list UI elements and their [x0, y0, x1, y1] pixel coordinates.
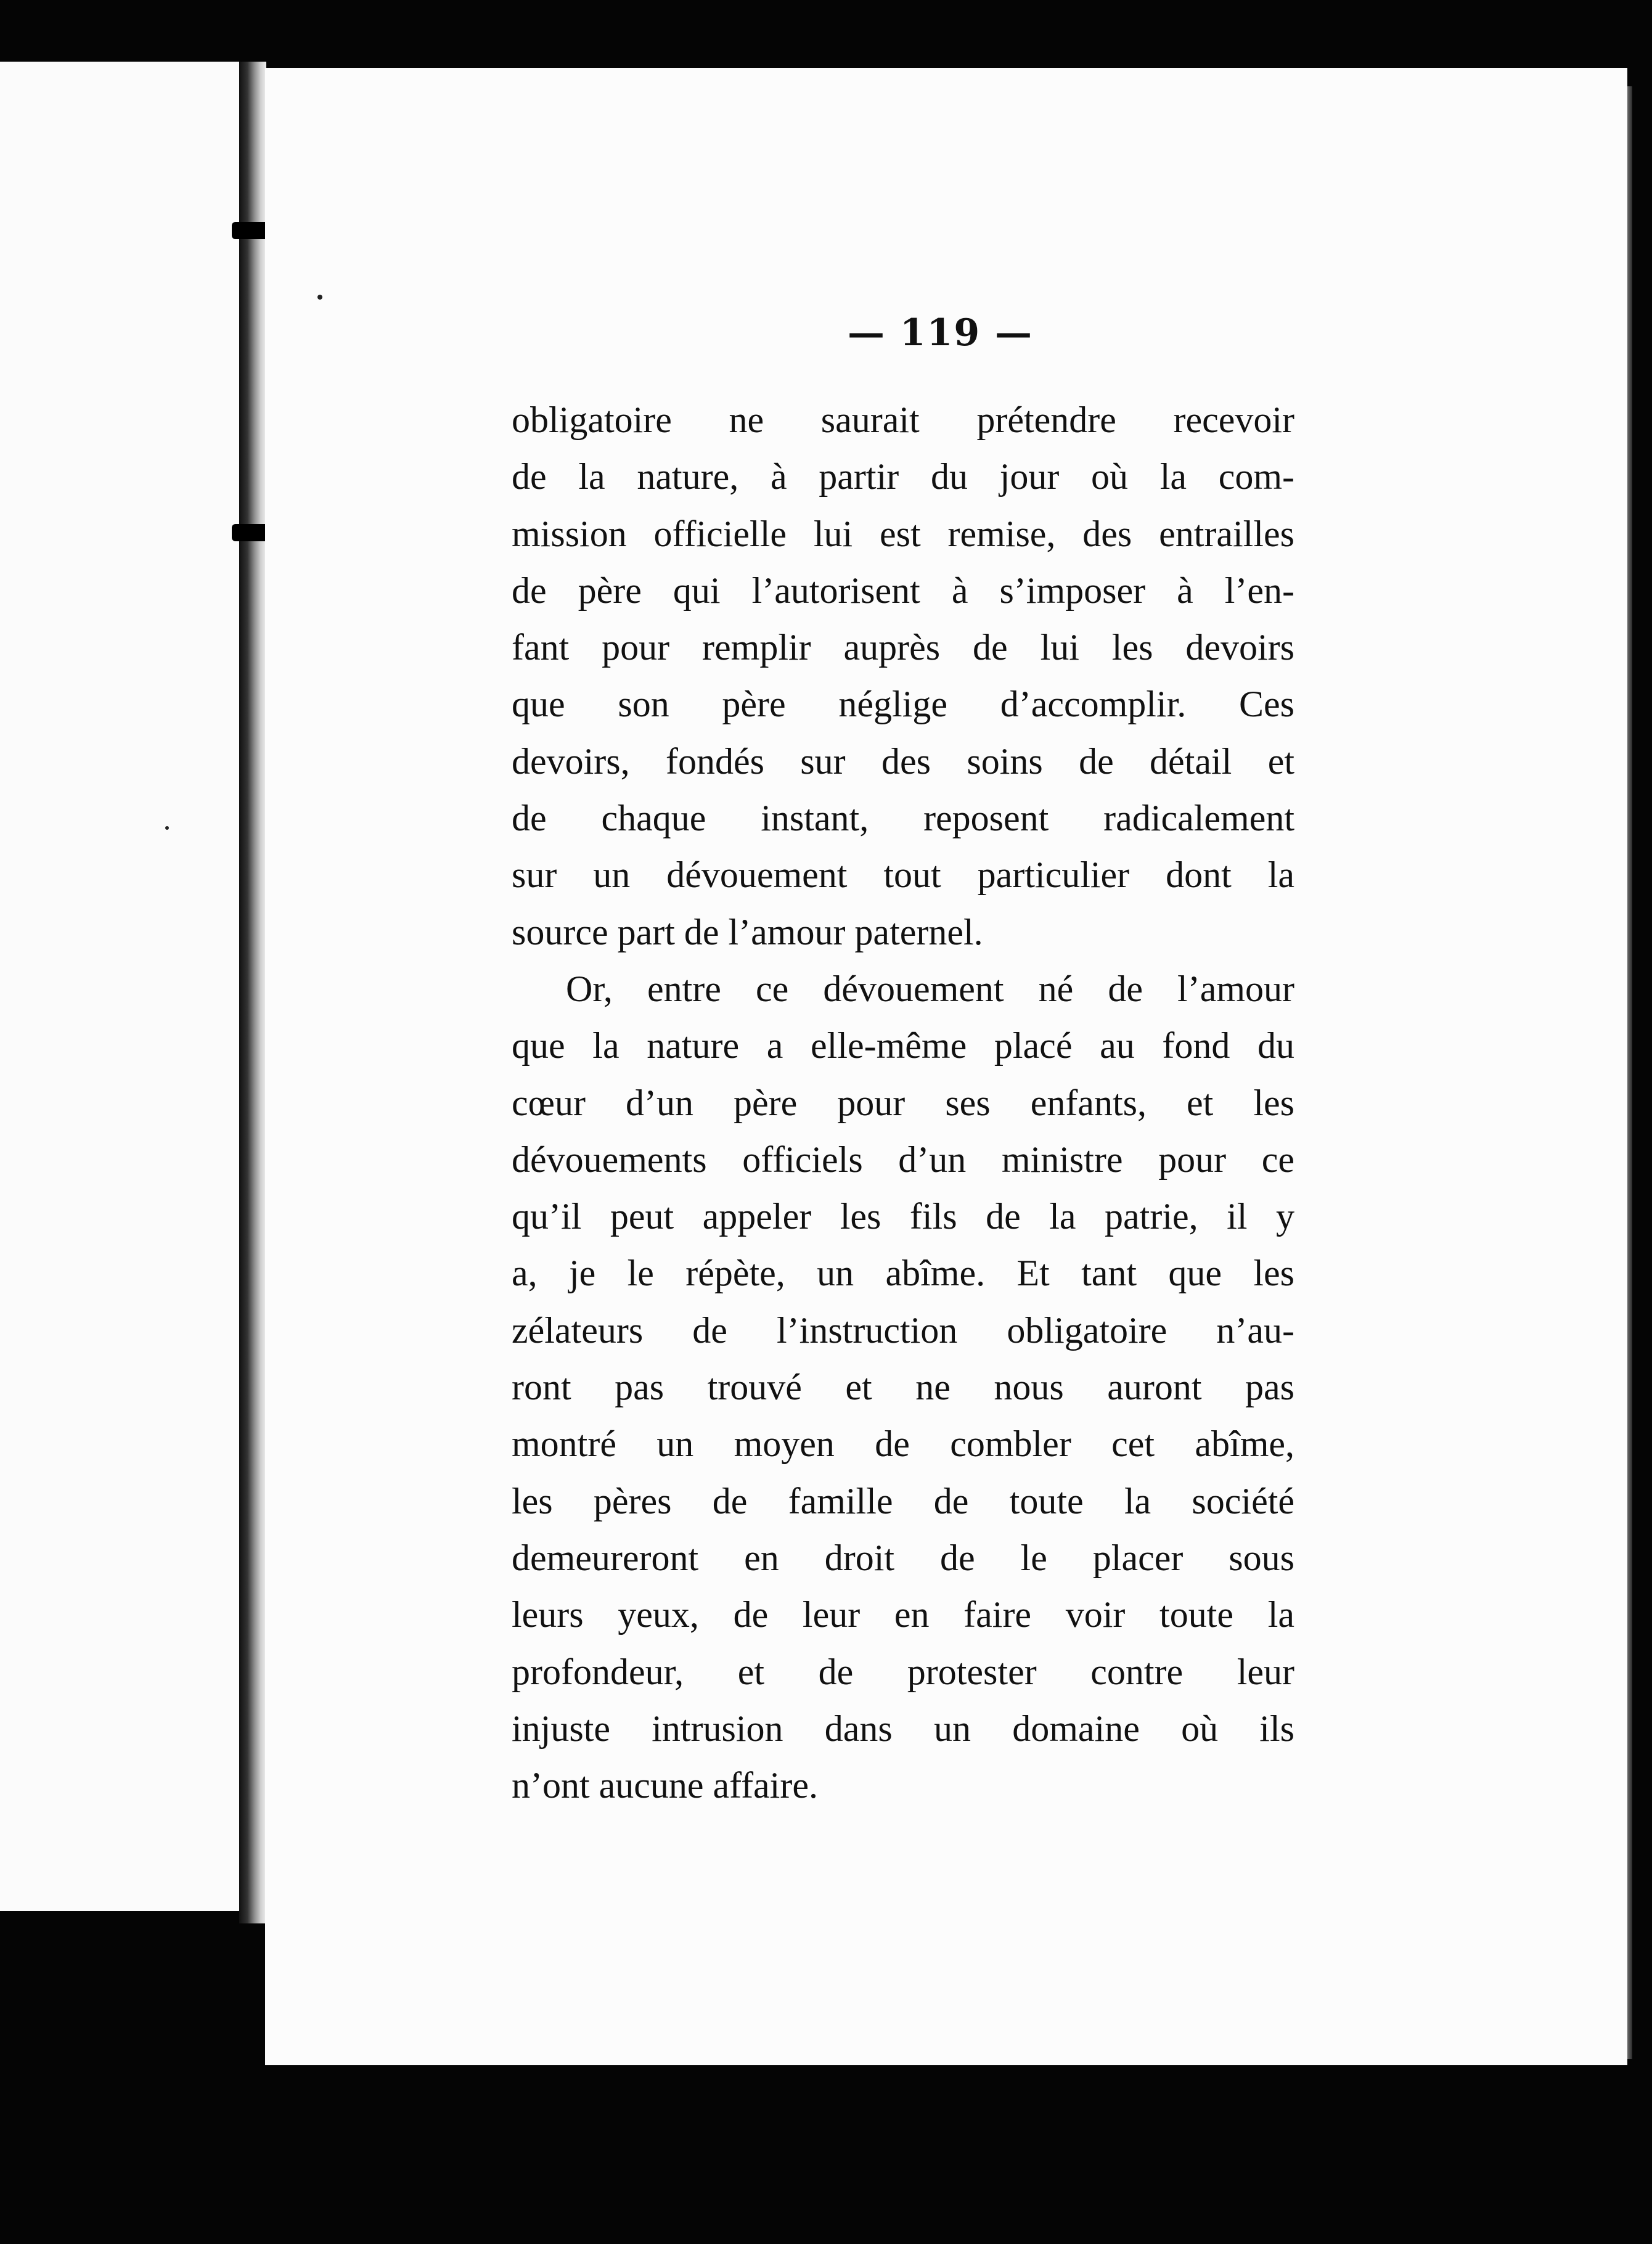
text-line: que la nature a elle-même placé au fond du [512, 1025, 1294, 1067]
text-line: mission officielle lui est remise, des entrailles [512, 513, 1294, 554]
text-line: a, je le répète, un abîme. Et tant que les [512, 1253, 1294, 1294]
text-line: de chaque instant, reposent radicalement [512, 798, 1294, 839]
text-line: montré un moyen de combler cet abîme, [512, 1423, 1294, 1465]
page-number: — 119 — [848, 311, 1034, 354]
scan-speck [165, 826, 169, 830]
text-line: devoirs, fondés sur des soins de détail et [512, 740, 1294, 782]
text-line: leurs yeux, de leur en faire voir toute la [512, 1594, 1294, 1636]
text-line: obligatoire ne saurait prétendre recevoir [512, 399, 1294, 440]
text-line: les pères de famille de toute la société [512, 1480, 1294, 1521]
binding-mark [232, 524, 269, 541]
text-line: cœur d’un père pour ses enfants, et les [512, 1082, 1294, 1123]
text-line: que son père néglige d’accomplir. Ces [512, 684, 1294, 725]
paragraph [512, 391, 1294, 960]
text-line: sur un dévouement tout particulier dont la [512, 854, 1294, 896]
text-line: fant pour remplir auprès de lui les devoirs [512, 627, 1294, 668]
book-spine [239, 62, 266, 1923]
text-line: injuste intrusion dans un domaine où ils [512, 1708, 1294, 1749]
text-line: dévouements officiels d’un ministre pour ce [512, 1139, 1294, 1180]
text-line: source part de l’amour paternel. [512, 911, 983, 952]
text-line: n’ont aucune affaire. [512, 1765, 818, 1806]
text-line: de père qui l’autorisent à s’imposer à l’en- [512, 570, 1294, 611]
scan-speck [317, 295, 322, 300]
facing-page [0, 62, 240, 1911]
binding-mark [232, 222, 269, 239]
text-line: qu’il peut appeler les fils de la patrie, il y [512, 1196, 1294, 1237]
text-line: zélateurs de l’instruction obligatoire n’au- [512, 1309, 1294, 1351]
text-line: ront pas trouvé et ne nous auront pas [512, 1367, 1294, 1408]
text-line: profondeur, et de protester contre leur [512, 1651, 1294, 1692]
text-line: de la nature, à partir du jour où la com- [512, 456, 1294, 498]
body-text [512, 391, 1294, 1814]
text-line: demeureront en droit de le placer sous [512, 1537, 1294, 1578]
paragraph [512, 960, 1294, 1814]
text-line: Or, entre ce dévouement né de l’amour [566, 968, 1294, 1009]
